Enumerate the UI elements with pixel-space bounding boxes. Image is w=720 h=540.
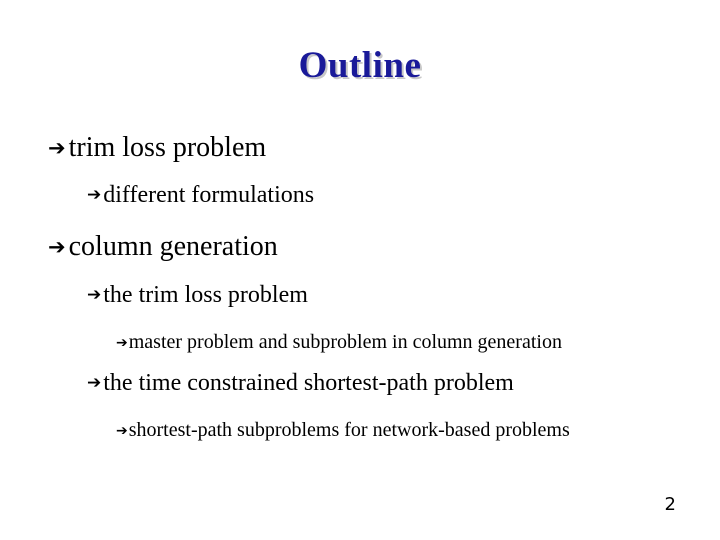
bullet-text: trim loss problem (68, 132, 267, 163)
bullet-item (87, 370, 514, 397)
arrow-right-icon: ➔ (116, 334, 128, 351)
bullet-item (48, 231, 278, 263)
bullet-text: shortest-path subproblems for network-based problems (128, 419, 570, 441)
bullet-item (116, 419, 570, 442)
bullet-text: different formulations (103, 182, 315, 208)
arrow-right-icon: ➔ (87, 185, 102, 205)
arrow-right-icon: ➔ (48, 234, 66, 259)
slide-title: Outline (298, 45, 422, 86)
bullet-item (87, 282, 308, 309)
bullet-text: the time constrained shortest-path problem (103, 370, 514, 396)
bullet-item (87, 182, 314, 209)
bullet-text: master problem and subproblem in column generation (128, 331, 562, 353)
bullet-text: column generation (68, 231, 278, 262)
arrow-right-icon: ➔ (48, 135, 66, 160)
arrow-right-icon: ➔ (87, 373, 102, 393)
bullet-item (116, 331, 562, 354)
bullet-item (48, 132, 266, 164)
bullet-text: the trim loss problem (103, 282, 308, 308)
arrow-right-icon: ➔ (116, 422, 128, 439)
arrow-right-icon: ➔ (87, 285, 102, 305)
page-number: 2 (664, 494, 676, 515)
